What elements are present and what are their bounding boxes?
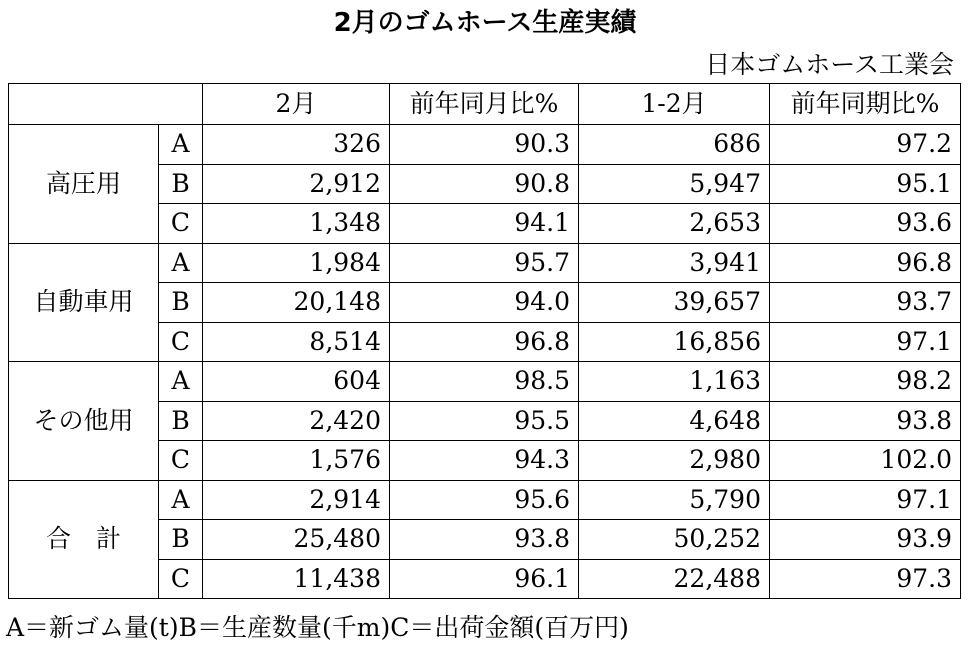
value-cell: 2,980 — [579, 441, 770, 481]
value-cell: 96.1 — [390, 559, 579, 599]
header-row — [9, 84, 961, 125]
metric-label: B — [159, 164, 203, 204]
value-cell: 4,648 — [579, 401, 770, 441]
value-cell: 2,914 — [203, 480, 390, 520]
value-cell: 5,790 — [579, 480, 770, 520]
table-row — [9, 480, 961, 520]
value-cell: 96.8 — [390, 322, 579, 362]
value-cell: 20,148 — [203, 283, 390, 323]
value-cell: 2,912 — [203, 164, 390, 204]
value-cell: 95.1 — [770, 164, 961, 204]
value-cell: 97.1 — [770, 480, 961, 520]
source-label: 日本ゴムホース工業会 — [705, 50, 954, 79]
value-cell: 97.1 — [770, 322, 961, 362]
metric-label: A — [159, 362, 203, 402]
value-cell: 93.8 — [390, 520, 579, 560]
production-table — [8, 83, 961, 599]
footnote: A＝新ゴム量(t)B＝生産数量(千m)C＝出荷金額(百万円) — [6, 613, 629, 642]
table-row — [9, 362, 961, 402]
category-label: その他用 — [9, 362, 159, 481]
column-header: 1-2月 — [579, 84, 770, 125]
metric-label: A — [159, 125, 203, 165]
value-cell: 11,438 — [203, 559, 390, 599]
value-cell: 98.5 — [390, 362, 579, 402]
value-cell: 95.7 — [390, 243, 579, 283]
value-cell: 94.1 — [390, 204, 579, 244]
value-cell: 1,163 — [579, 362, 770, 402]
metric-label: B — [159, 283, 203, 323]
value-cell: 326 — [203, 125, 390, 165]
value-cell: 95.5 — [390, 401, 579, 441]
metric-label: C — [159, 441, 203, 481]
value-cell: 96.8 — [770, 243, 961, 283]
value-cell: 93.8 — [770, 401, 961, 441]
table-row — [9, 125, 961, 165]
value-cell: 93.7 — [770, 283, 961, 323]
corner-cell — [9, 84, 203, 125]
category-label: 高圧用 — [9, 125, 159, 244]
table-row — [9, 243, 961, 283]
value-cell: 22,488 — [579, 559, 770, 599]
value-cell: 39,657 — [579, 283, 770, 323]
category-label: 合 計 — [9, 480, 159, 599]
value-cell: 1,348 — [203, 204, 390, 244]
metric-label: B — [159, 401, 203, 441]
value-cell: 8,514 — [203, 322, 390, 362]
metric-label: A — [159, 480, 203, 520]
value-cell: 102.0 — [770, 441, 961, 481]
value-cell: 604 — [203, 362, 390, 402]
metric-label: A — [159, 243, 203, 283]
category-label: 自動車用 — [9, 243, 159, 362]
column-header: 2月 — [203, 84, 390, 125]
value-cell: 97.3 — [770, 559, 961, 599]
value-cell: 93.6 — [770, 204, 961, 244]
value-cell: 90.3 — [390, 125, 579, 165]
value-cell: 3,941 — [579, 243, 770, 283]
value-cell: 50,252 — [579, 520, 770, 560]
value-cell: 1,576 — [203, 441, 390, 481]
value-cell: 2,653 — [579, 204, 770, 244]
value-cell: 2,420 — [203, 401, 390, 441]
column-header: 前年同期比% — [770, 84, 961, 125]
page-title: 2月のゴムホース生産実績 — [333, 8, 637, 38]
value-cell: 94.0 — [390, 283, 579, 323]
value-cell: 16,856 — [579, 322, 770, 362]
value-cell: 1,984 — [203, 243, 390, 283]
value-cell: 686 — [579, 125, 770, 165]
column-header: 前年同月比% — [390, 84, 579, 125]
value-cell: 93.9 — [770, 520, 961, 560]
value-cell: 94.3 — [390, 441, 579, 481]
table-body — [9, 125, 961, 599]
value-cell: 90.8 — [390, 164, 579, 204]
value-cell: 97.2 — [770, 125, 961, 165]
value-cell: 98.2 — [770, 362, 961, 402]
value-cell: 95.6 — [390, 480, 579, 520]
metric-label: C — [159, 559, 203, 599]
metric-label: C — [159, 204, 203, 244]
value-cell: 5,947 — [579, 164, 770, 204]
value-cell: 25,480 — [203, 520, 390, 560]
metric-label: C — [159, 322, 203, 362]
metric-label: B — [159, 520, 203, 560]
